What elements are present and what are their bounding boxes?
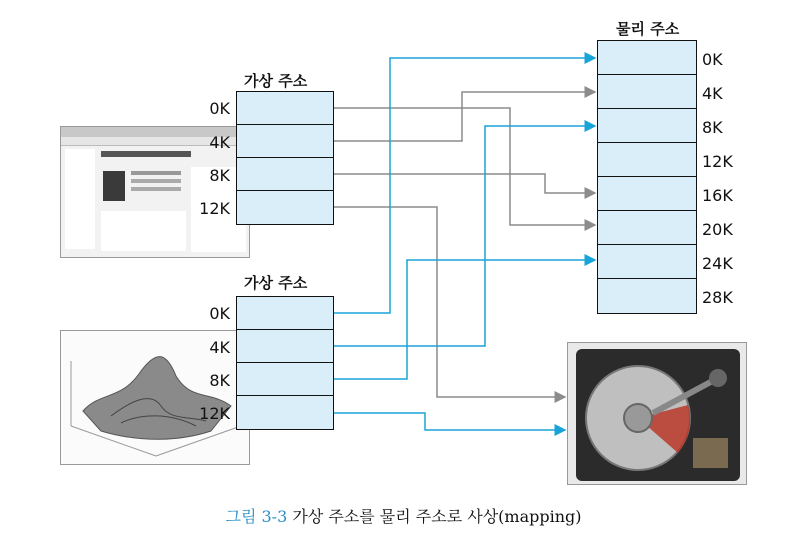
physical-label-6: 24K — [702, 254, 733, 273]
virtual-address-title-2: 가상 주소 — [244, 274, 308, 292]
figure-caption — [0, 504, 807, 527]
virtual-address-title-1: 가상 주소 — [244, 72, 308, 90]
arrow-v2-3-to-disk — [334, 413, 565, 430]
virtual-label-1-2: 8K — [209, 166, 230, 185]
virtual-label-2-2: 8K — [209, 371, 230, 390]
arrow-v1-1-to-p1 — [334, 92, 595, 141]
physical-label-5: 20K — [702, 220, 733, 239]
virtual-label-1-1: 4K — [209, 133, 230, 152]
virtual-label-1-0: 0K — [209, 99, 230, 118]
physical-label-3: 12K — [702, 152, 733, 171]
arrow-v2-0-to-p0 — [334, 58, 595, 313]
virtual-label-2-3: 12K — [199, 404, 230, 423]
virtual-label-1-3: 12K — [199, 199, 230, 218]
physical-label-2: 8K — [702, 118, 723, 137]
physical-label-1: 4K — [702, 84, 723, 103]
arrow-v2-2-to-p6 — [334, 260, 595, 379]
figure-caption-text: 가상 주소를 물리 주소로 사상(mapping) — [292, 507, 582, 526]
arrow-v1-3-to-disk — [334, 207, 565, 397]
virtual-label-2-0: 0K — [209, 304, 230, 323]
physical-address-title: 물리 주소 — [616, 20, 680, 38]
arrow-v1-2-to-p4 — [334, 174, 595, 193]
physical-label-4: 16K — [702, 186, 733, 205]
physical-label-0: 0K — [702, 50, 723, 69]
figure-number: 그림 3-3 — [225, 507, 288, 526]
physical-label-7: 28K — [702, 288, 733, 307]
virtual-label-2-1: 4K — [209, 338, 230, 357]
